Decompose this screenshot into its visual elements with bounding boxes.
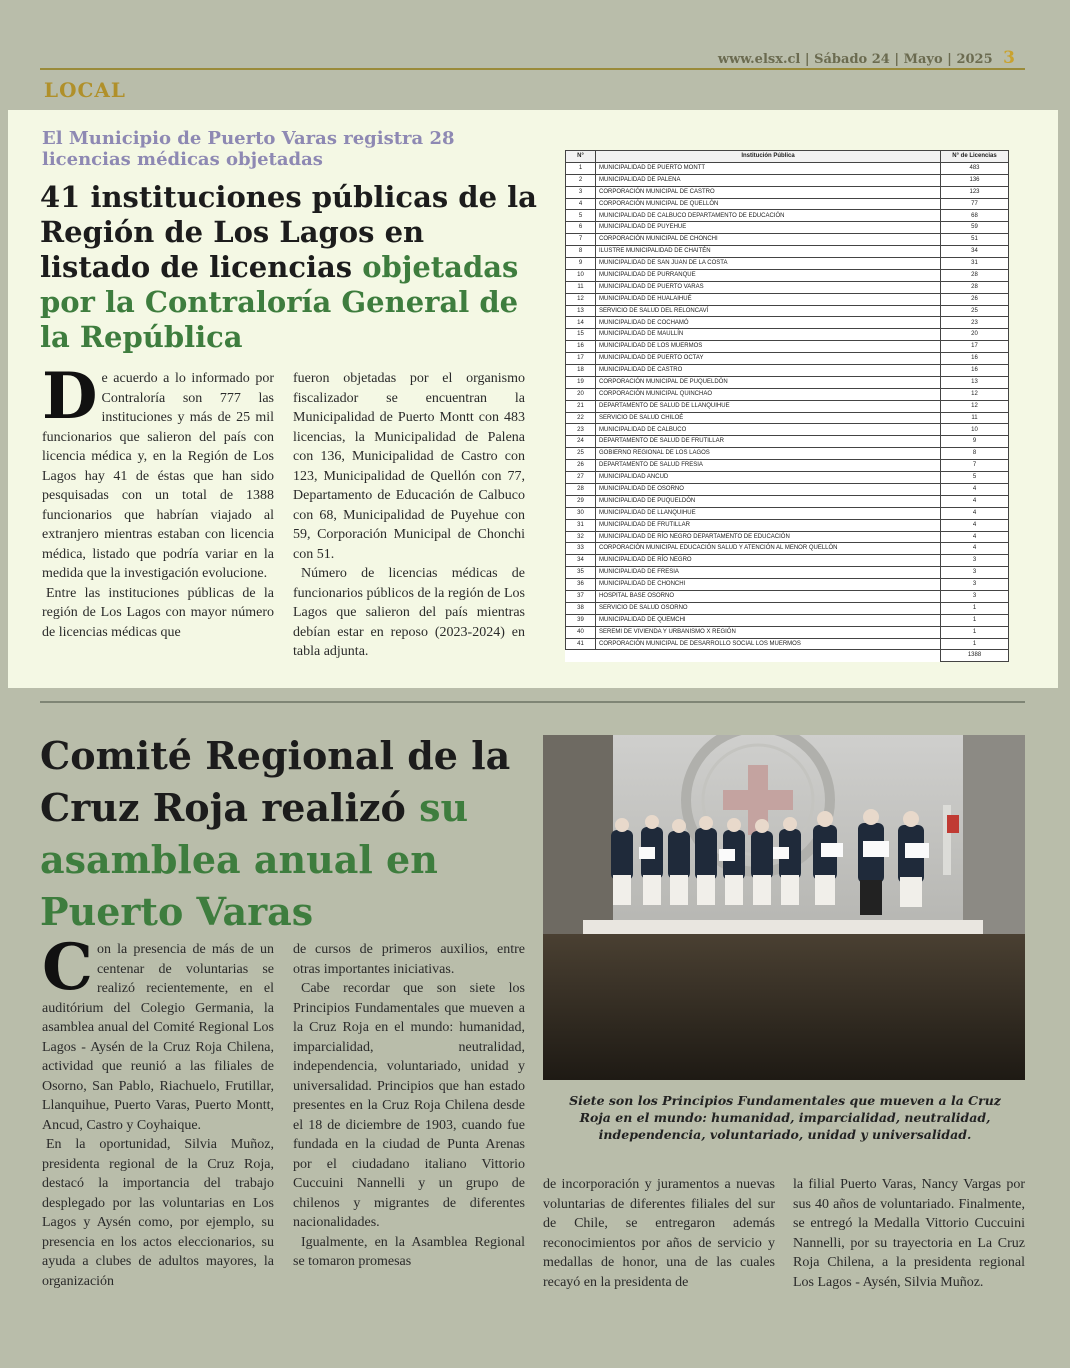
row-number: 11 (566, 281, 596, 293)
row-institution: CORPORACIÓN MUNICIPAL EDUCACIÓN SALUD Y ATENCIÓN AL MENOR QUELLÓN (596, 543, 941, 555)
row-licences: 1 (941, 614, 1009, 626)
article2-col1-p2: En la oportunidad, Silvia Muñoz, presidenta regional de la Cruz Roja, destacó la importancia del trabajo desplegado por las voluntarias en Los Lagos y Aysén como, por ejemplo, su presencia en los actos eleccionarios, su ayuda a clubes de adultos mayores, la organización (42, 1137, 274, 1289)
row-number: 13 (566, 305, 596, 317)
table-row (566, 543, 1009, 555)
article2-column-2 (293, 940, 525, 1272)
header-licences: N° de Licencias (941, 151, 1009, 163)
row-licences: 16 (941, 365, 1009, 377)
header-rule (40, 68, 1025, 70)
table-row (566, 186, 1009, 198)
row-institution: MUNICIPALIDAD DE PUYEHUE (596, 222, 941, 234)
table-row (566, 614, 1009, 626)
row-institution: SERVICIO DE SALUD OSORNO (596, 602, 941, 614)
table-row (566, 436, 1009, 448)
table-row (566, 281, 1009, 293)
row-licences: 26 (941, 293, 1009, 305)
table-row (566, 448, 1009, 460)
table-row (566, 293, 1009, 305)
row-number: 15 (566, 329, 596, 341)
licence-table (565, 150, 1009, 662)
table-row (566, 388, 1009, 400)
row-licences: 20 (941, 329, 1009, 341)
row-licences: 34 (941, 246, 1009, 258)
row-number: 34 (566, 555, 596, 567)
row-institution: MUNICIPALIDAD DE PUERTO MONTT (596, 162, 941, 174)
row-number: 8 (566, 246, 596, 258)
row-number: 18 (566, 365, 596, 377)
row-institution: DEPARTAMENTO DE SALUD DE LLANQUIHUE (596, 400, 941, 412)
header-institution: Institución Pública (596, 151, 941, 163)
row-licences: 123 (941, 186, 1009, 198)
row-licences: 23 (941, 317, 1009, 329)
row-number: 10 (566, 269, 596, 281)
table-row (566, 590, 1009, 602)
row-number: 33 (566, 543, 596, 555)
row-licences: 4 (941, 531, 1009, 543)
row-institution: MUNICIPALIDAD DE PALENA (596, 174, 941, 186)
row-number: 4 (566, 198, 596, 210)
header-number: N° (566, 151, 596, 163)
table-total: 1388 (941, 650, 1009, 662)
row-institution: MUNICIPALIDAD DE RÍO NEGRO DEPARTAMENTO DE EDUCACIÓN (596, 531, 941, 543)
table-row (566, 400, 1009, 412)
table-row (566, 472, 1009, 484)
table-row (566, 412, 1009, 424)
article1-column-1 (42, 359, 274, 642)
article2-headline (40, 730, 520, 938)
row-licences: 136 (941, 174, 1009, 186)
table-total-row (566, 650, 1009, 662)
row-number: 28 (566, 483, 596, 495)
row-number: 21 (566, 400, 596, 412)
article1-column-2 (293, 369, 525, 662)
row-institution: MUNICIPALIDAD DE HUALAIHUÉ (596, 293, 941, 305)
row-institution: DEPARTAMENTO DE SALUD DE FRUTILLAR (596, 436, 941, 448)
row-licences: 28 (941, 269, 1009, 281)
table-row (566, 495, 1009, 507)
table-row (566, 246, 1009, 258)
row-number: 20 (566, 388, 596, 400)
row-institution: MUNICIPALIDAD DE QUEMCHI (596, 614, 941, 626)
row-institution: DEPARTAMENTO DE SALUD FRESIA (596, 460, 941, 472)
table-row (566, 460, 1009, 472)
row-institution: SERVICIO DE SALUD DEL RELONCAVÍ (596, 305, 941, 317)
red-cross-ceremony-photo (543, 735, 1025, 1080)
headline-green-part: su asamblea anual en Puerto Varas (40, 785, 469, 934)
row-licences: 3 (941, 590, 1009, 602)
row-institution: MUNICIPALIDAD DE FRESIA (596, 567, 941, 579)
row-institution: MUNICIPALIDAD DE CALBUCO (596, 424, 941, 436)
table-row (566, 258, 1009, 270)
row-institution: CORPORACIÓN MUNICIPAL DE CHONCHI (596, 234, 941, 246)
row-licences: 25 (941, 305, 1009, 317)
page-number: 3 (1003, 48, 1015, 68)
table-row (566, 174, 1009, 186)
table-row (566, 317, 1009, 329)
table-row (566, 365, 1009, 377)
row-institution: CORPORACIÓN MUNICIPAL DE CASTRO (596, 186, 941, 198)
table-row (566, 329, 1009, 341)
row-number: 12 (566, 293, 596, 305)
row-number: 17 (566, 353, 596, 365)
article2-dropcap: C (42, 930, 93, 1005)
article2-column-3 (543, 1175, 775, 1292)
row-institution: CORPORACIÓN MUNICIPAL DE PUQUELDÓN (596, 376, 941, 388)
article2-col3-p1: de incorporación y juramentos a nuevas voluntarias de diferentes filiales del sur de Chile, se entregaron además reconocimientos por años de servicio y medallas de honor, una de las cuales recayó en la presidenta de (543, 1177, 775, 1290)
article2-column-4 (793, 1175, 1025, 1292)
table-row (566, 269, 1009, 281)
row-number: 29 (566, 495, 596, 507)
row-institution: HOSPITAL BASE OSORNO (596, 590, 941, 602)
table-row (566, 305, 1009, 317)
issue-day: Sábado 24 (814, 52, 890, 67)
row-number: 39 (566, 614, 596, 626)
article2-col1-p1: on la presencia de más de un centenar de voluntarias se realizó recientemente, en el auditórium del Colegio Germania, la asamblea anual del Comité Regional Los Lagos - Aysén de la Cruz Roja Chilena, actividad que reunió a las filiales de Osorno, San Pablo, Riachuelo, Frutillar, Llanquihue, Puerto Varas, Puerto Montt, Ancud, Castro y Coyhaique. (42, 942, 274, 1133)
row-number: 22 (566, 412, 596, 424)
row-institution: MUNICIPALIDAD DE PUERTO OCTAY (596, 353, 941, 365)
row-number: 27 (566, 472, 596, 484)
row-number: 38 (566, 602, 596, 614)
row-licences: 5 (941, 472, 1009, 484)
row-licences: 483 (941, 162, 1009, 174)
row-institution: MUNICIPALIDAD DE CALBUCO DEPARTAMENTO DE EDUCACIÓN (596, 210, 941, 222)
row-number: 19 (566, 376, 596, 388)
row-licences: 28 (941, 281, 1009, 293)
row-number: 26 (566, 460, 596, 472)
row-institution: CORPORACIÓN MUNICIPAL DE DESARROLLO SOCIAL LOS MUERMOS (596, 638, 941, 650)
row-institution: SERVICIO DE SALUD CHILOÉ (596, 412, 941, 424)
row-number: 24 (566, 436, 596, 448)
row-licences: 13 (941, 376, 1009, 388)
table-row (566, 234, 1009, 246)
row-licences: 1 (941, 602, 1009, 614)
row-institution: MUNICIPALIDAD DE MAULLÍN (596, 329, 941, 341)
article2-col2-p2: Cabe recordar que son siete los Principios Fundamentales que mueven a la Cruz Roja en el mundo: humanidad, imparcialidad, neutralidad, independencia, voluntariado, unidad y universalidad. Principios que han estado presentes en la Cruz Roja Chilena desde el 18 de diciembre de 1903, cuando fue fundada en la ciudad de Punta Arenas por el ciudadano italiano Vittorio Cuccuini Nannelli y un grupo de chilenos y migrantes de diferentes nacionalidades. (293, 981, 525, 1230)
article1-col1-p2: Entre las instituciones públicas de la región de Los Lagos con mayor número de licencias médicas que (42, 585, 274, 640)
row-licences: 9 (941, 436, 1009, 448)
row-number: 3 (566, 186, 596, 198)
row-licences: 4 (941, 483, 1009, 495)
table-row (566, 222, 1009, 234)
row-number: 2 (566, 174, 596, 186)
row-institution: ILUSTRE MUNICIPALIDAD DE CHAITÉN (596, 246, 941, 258)
table-header-row (566, 151, 1009, 163)
row-licences: 59 (941, 222, 1009, 234)
row-licences: 4 (941, 507, 1009, 519)
row-institution: MUNICIPALIDAD DE RÍO NEGRO (596, 555, 941, 567)
row-institution: MUNICIPALIDAD DE PUERTO VARAS (596, 281, 941, 293)
row-licences: 3 (941, 579, 1009, 591)
table-row (566, 555, 1009, 567)
article2-col4-p1: la filial Puerto Varas, Nancy Vargas por sus 40 años de voluntariado. Finalmente, se entregó la Medalla Vittorio Cuccuini Nannelli, por su trayectoria en La Cruz Roja Chilena, a la presidenta regional Los Lagos - Aysén, Silvia Muñoz. (793, 1177, 1025, 1290)
row-number: 36 (566, 579, 596, 591)
row-licences: 68 (941, 210, 1009, 222)
row-licences: 10 (941, 424, 1009, 436)
row-licences: 51 (941, 234, 1009, 246)
row-number: 14 (566, 317, 596, 329)
article1-kicker: El Municipio de Puerto Varas registra 28 licencias médicas objetadas (42, 128, 455, 170)
table-row (566, 626, 1009, 638)
article1-headline (40, 180, 540, 355)
row-licences: 31 (941, 258, 1009, 270)
row-licences: 12 (941, 400, 1009, 412)
article1-col2-p1: fueron objetadas por el organismo fiscalizador se encuentran la Municipalidad de Puerto Montt con 483 licencias, la Municipalidad de Palena con 136, Municipalidad de Castro con 123, Municipalidad de Quellón con 77, Departamento de Educación de Calbuco con 68, Municipalidad de Puyehue con 59, Corporación Municipal de Chonchi con 51. (293, 371, 525, 562)
row-number: 23 (566, 424, 596, 436)
row-number: 32 (566, 531, 596, 543)
table-row (566, 531, 1009, 543)
row-institution: MUNICIPALIDAD DE PUQUELDÓN (596, 495, 941, 507)
row-institution: SEREMI DE VIVIENDA Y URBANISMO X REGIÓN (596, 626, 941, 638)
row-institution: MUNICIPALIDAD ANCUD (596, 472, 941, 484)
row-institution: MUNICIPALIDAD DE LLANQUIHUE (596, 507, 941, 519)
row-institution: GOBIERNO REGIONAL DE LOS LAGOS (596, 448, 941, 460)
row-institution: MUNICIPALIDAD DE OSORNO (596, 483, 941, 495)
table-row (566, 353, 1009, 365)
article1-col2-p2: Número de licencias médicas de funcionarios públicos de la región de Los Lagos que salieron del país mientras debían estar en reposo (2023-2024) en tabla adjunta. (293, 566, 525, 659)
row-licences: 7 (941, 460, 1009, 472)
row-number: 31 (566, 519, 596, 531)
row-institution: MUNICIPALIDAD DE CHONCHI (596, 579, 941, 591)
row-number: 6 (566, 222, 596, 234)
row-licences: 4 (941, 519, 1009, 531)
article2-col2-p3: Igualmente, en la Asamblea Regional se tomaron promesas (293, 1234, 525, 1269)
row-licences: 17 (941, 341, 1009, 353)
row-licences: 1 (941, 626, 1009, 638)
row-licences: 77 (941, 198, 1009, 210)
row-number: 5 (566, 210, 596, 222)
row-number: 37 (566, 590, 596, 602)
headline-green-part: objetadas por la Contraloría General de la República (40, 250, 519, 354)
row-number: 7 (566, 234, 596, 246)
row-institution: MUNICIPALIDAD DE PURRANQUE (596, 269, 941, 281)
issue-year: 2025 (956, 52, 993, 67)
issue-month: Mayo (903, 52, 943, 67)
article2-column-1 (42, 930, 274, 1291)
table-row (566, 210, 1009, 222)
row-number: 30 (566, 507, 596, 519)
row-licences: 1 (941, 638, 1009, 650)
row-licences: 4 (941, 495, 1009, 507)
table-row (566, 602, 1009, 614)
row-number: 35 (566, 567, 596, 579)
table-row (566, 638, 1009, 650)
section-label: LOCAL (44, 78, 126, 102)
row-licences: 8 (941, 448, 1009, 460)
table-row (566, 341, 1009, 353)
headline-black-part: 41 instituciones públicas de la Región de Los Lagos en listado de licencias (40, 180, 537, 284)
row-number: 25 (566, 448, 596, 460)
row-number: 16 (566, 341, 596, 353)
row-licences: 16 (941, 353, 1009, 365)
table-row (566, 579, 1009, 591)
website-url: www.elsx.cl (717, 52, 801, 67)
section-divider (40, 701, 1025, 703)
row-institution: MUNICIPALIDAD DE SAN JUAN DE LA COSTA (596, 258, 941, 270)
table-row (566, 198, 1009, 210)
row-institution: CORPORACIÓN MUNICIPAL QUINCHAO (596, 388, 941, 400)
table-row (566, 567, 1009, 579)
row-licences: 3 (941, 555, 1009, 567)
table-row (566, 424, 1009, 436)
article1-col1-p1: e acuerdo a lo informado por Contraloría son 777 las instituciones y más de 25 mil funcionarios que salieron del país con licencia médica y, en la Región de Los Lagos hay 41 de éstas que han sido pesquisadas con un total de 1388 funcionarios que habrían viajado al extranjero mientras estaban con licencia médica, listado que podría variar en la medida que la investigación evolucione. (42, 371, 274, 581)
article2-col2-p1: de cursos de primeros auxilios, entre otras importantes iniciativas. (293, 942, 525, 977)
row-licences: 11 (941, 412, 1009, 424)
photo-caption: Siete son los Principios Fundamentales que mueven a la Cruz Roja en el mundo: humanidad, imparcialidad, neutralidad, independencia, voluntariado, unidad y universalidad. (569, 1093, 1001, 1142)
headline-black-part: Comité Regional de la Cruz Roja realizó (40, 733, 511, 830)
row-institution: MUNICIPALIDAD DE LOS MUERMOS (596, 341, 941, 353)
row-institution: MUNICIPALIDAD DE FRUTILLAR (596, 519, 941, 531)
table-row (566, 376, 1009, 388)
masthead-info: www.elsx.cl | Sábado 24 | Mayo | 2025 3 (717, 48, 1015, 68)
article1-dropcap: D (42, 359, 98, 434)
row-number: 1 (566, 162, 596, 174)
row-number: 40 (566, 626, 596, 638)
row-institution: CORPORACIÓN MUNICIPAL DE QUELLÓN (596, 198, 941, 210)
row-institution: MUNICIPALIDAD DE CASTRO (596, 365, 941, 377)
table-row (566, 162, 1009, 174)
row-licences: 4 (941, 543, 1009, 555)
row-number: 9 (566, 258, 596, 270)
row-licences: 3 (941, 567, 1009, 579)
table-row (566, 507, 1009, 519)
row-institution: MUNICIPALIDAD DE COCHAMÓ (596, 317, 941, 329)
row-number: 41 (566, 638, 596, 650)
table-row (566, 483, 1009, 495)
table-row (566, 519, 1009, 531)
row-licences: 12 (941, 388, 1009, 400)
